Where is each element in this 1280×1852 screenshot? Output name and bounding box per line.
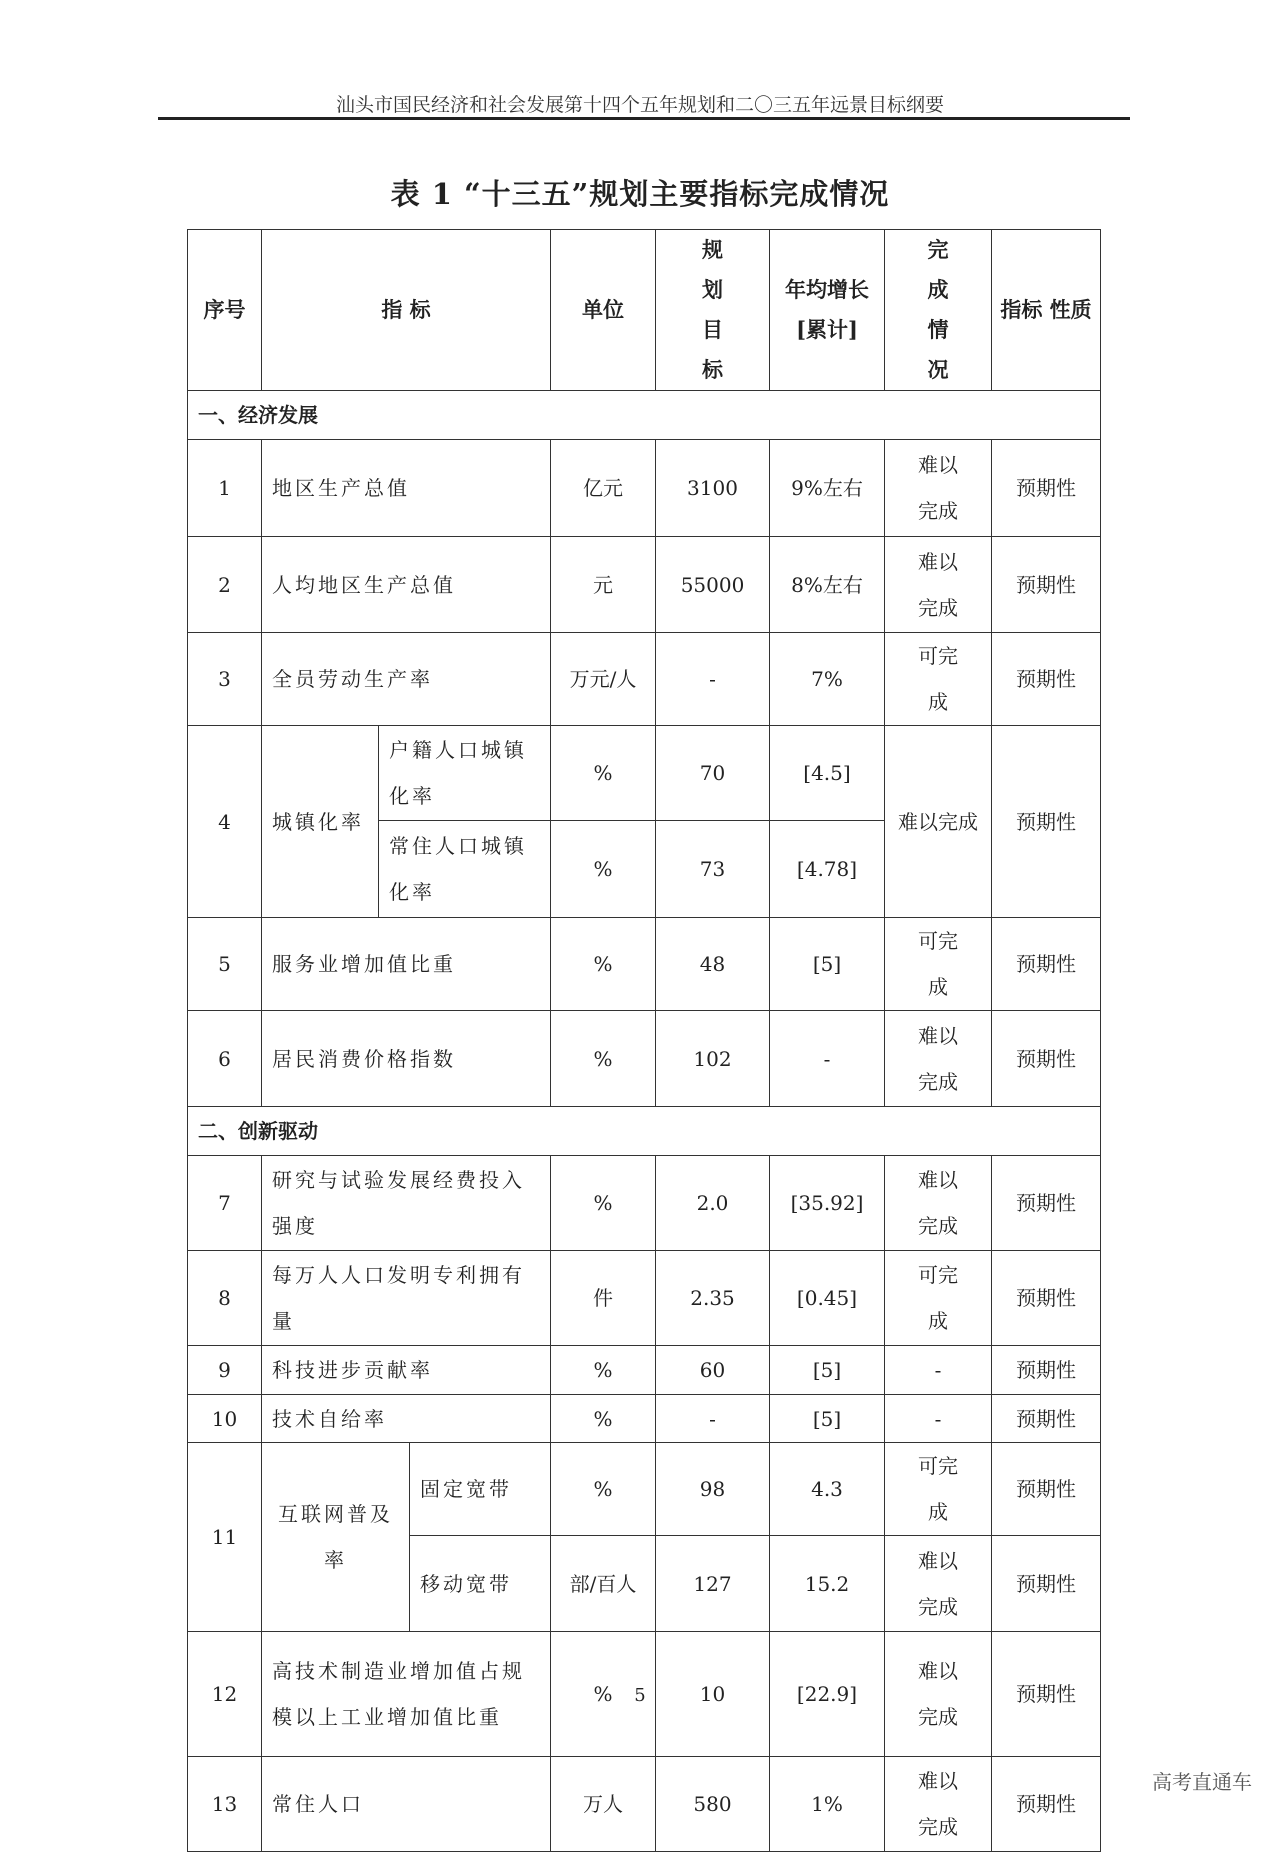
- table-row: [188, 918, 1101, 1011]
- table-cell: 1%: [770, 1757, 885, 1852]
- table-row: [188, 230, 1101, 391]
- table-cell: 2.0: [656, 1156, 770, 1251]
- table-cell: 难以完成: [885, 1632, 992, 1757]
- sub-indicator: 移动宽带: [410, 1536, 551, 1632]
- table-cell: 预期性: [992, 1395, 1101, 1443]
- table-cell: 580: [656, 1757, 770, 1852]
- table-cell: 4: [188, 726, 262, 918]
- indicator-name: 城镇化率: [262, 726, 379, 918]
- table-cell: [5]: [770, 918, 885, 1011]
- table-row: [188, 440, 1101, 537]
- table-cell: 60: [656, 1346, 770, 1395]
- table-cell: 难以完成: [885, 440, 992, 537]
- indicator-name: 常住人口: [262, 1757, 551, 1852]
- table-cell: 9%左右: [770, 440, 885, 537]
- table-row: [188, 1251, 1101, 1346]
- indicator-name: 技术自给率: [262, 1395, 551, 1443]
- table-cell: -: [885, 1346, 992, 1395]
- indicator-name: 人均地区生产总值: [262, 537, 551, 633]
- table-cell: 难以完成: [885, 726, 992, 918]
- table-cell: 4.3: [770, 1443, 885, 1536]
- table-row: [188, 726, 1101, 821]
- table-cell: 预期性: [992, 918, 1101, 1011]
- table-cell: [5]: [770, 1395, 885, 1443]
- table-cell: [35.92]: [770, 1156, 885, 1251]
- indicator-name: 研究与试验发展经费投入强度: [262, 1156, 551, 1251]
- indicator-name: 互联网普及率: [262, 1443, 410, 1632]
- table-cell: %: [551, 1346, 656, 1395]
- table-cell: 7%: [770, 633, 885, 726]
- column-header: 完成情况: [885, 230, 992, 391]
- table-cell: 可完成: [885, 633, 992, 726]
- running-header: 汕头市国民经济和社会发展第十四个五年规划和二〇三五年远景目标纲要: [335, 94, 944, 116]
- table-cell: 预期性: [992, 1251, 1101, 1346]
- table-cell: 55000: [656, 537, 770, 633]
- table-row: [188, 633, 1101, 726]
- table-cell: 15.2: [770, 1536, 885, 1632]
- table-cell: 5: [188, 918, 262, 1011]
- table-cell: %: [551, 1632, 656, 1757]
- table-cell: 难以完成: [885, 1757, 992, 1852]
- table-cell: 10: [656, 1632, 770, 1757]
- table-cell: [0.45]: [770, 1251, 885, 1346]
- table-cell: 3100: [656, 440, 770, 537]
- table-cell: 73: [656, 821, 770, 918]
- indicator-name: 服务业增加值比重: [262, 918, 551, 1011]
- table-cell: 可完成: [885, 1251, 992, 1346]
- table-cell: 预期性: [992, 1011, 1101, 1107]
- table-cell: 11: [188, 1443, 262, 1632]
- table-cell: -: [656, 1395, 770, 1443]
- table-cell: 127: [656, 1536, 770, 1632]
- indicator-name: 高技术制造业增加值占规模以上工业增加值比重: [262, 1632, 551, 1757]
- table-cell: 12: [188, 1632, 262, 1757]
- table-cell: 9: [188, 1346, 262, 1395]
- table-cell: 万人: [551, 1757, 656, 1852]
- section-heading: 一、经济发展: [188, 391, 1101, 440]
- table-cell: 13: [188, 1757, 262, 1852]
- table-cell: %: [551, 1156, 656, 1251]
- table-cell: 预期性: [992, 1632, 1101, 1757]
- table-cell: 8: [188, 1251, 262, 1346]
- table-row: [188, 1395, 1101, 1443]
- table-row: [188, 1443, 1101, 1536]
- page-number: 5: [634, 1685, 646, 1706]
- table-cell: 难以完成: [885, 1536, 992, 1632]
- table-cell: 预期性: [992, 537, 1101, 633]
- table-cell: [4.78]: [770, 821, 885, 918]
- table-cell: 预期性: [992, 1156, 1101, 1251]
- table-cell: %: [551, 1011, 656, 1107]
- column-header: 指 标: [262, 230, 551, 391]
- table-row: [188, 1757, 1101, 1852]
- indicators-table: [187, 229, 1101, 1852]
- table-cell: 2: [188, 537, 262, 633]
- table-cell: 3: [188, 633, 262, 726]
- table-cell: 部/百人: [551, 1536, 656, 1632]
- sub-indicator: 户籍人口城镇化率: [379, 726, 551, 821]
- column-header: 年均增长[累计]: [770, 230, 885, 391]
- table-cell: 1: [188, 440, 262, 537]
- indicator-name: 科技进步贡献率: [262, 1346, 551, 1395]
- indicator-name: 地区生产总值: [262, 440, 551, 537]
- table-cell: 预期性: [992, 1443, 1101, 1536]
- table-row: [188, 1346, 1101, 1395]
- watermark: 高考直通车: [1152, 1770, 1252, 1794]
- indicator-name: 居民消费价格指数: [262, 1011, 551, 1107]
- table-cell: 件: [551, 1251, 656, 1346]
- table-cell: %: [551, 918, 656, 1011]
- table-cell: %: [551, 821, 656, 918]
- table-cell: 8%左右: [770, 537, 885, 633]
- table-cell: 元: [551, 537, 656, 633]
- table-row: [188, 1011, 1101, 1107]
- table-cell: 可完成: [885, 1443, 992, 1536]
- table-cell: 48: [656, 918, 770, 1011]
- table-cell: [4.5]: [770, 726, 885, 821]
- table-cell: %: [551, 726, 656, 821]
- table-cell: 102: [656, 1011, 770, 1107]
- section-heading: 二、创新驱动: [188, 1107, 1101, 1156]
- column-header: 指标 性质: [992, 230, 1101, 391]
- table-cell: -: [885, 1395, 992, 1443]
- table-cell: -: [656, 633, 770, 726]
- header-rule: [158, 117, 1130, 120]
- table-cell: %: [551, 1395, 656, 1443]
- table-row: [188, 537, 1101, 633]
- table-cell: 预期性: [992, 1346, 1101, 1395]
- table-cell: 预期性: [992, 440, 1101, 537]
- table-cell: 难以完成: [885, 1011, 992, 1107]
- indicator-name: 每万人人口发明专利拥有量: [262, 1251, 551, 1346]
- table-cell: [22.9]: [770, 1632, 885, 1757]
- table-row: [188, 391, 1101, 440]
- table-cell: 亿元: [551, 440, 656, 537]
- column-header: 序号: [188, 230, 262, 391]
- table-cell: 10: [188, 1395, 262, 1443]
- indicator-name: 全员劳动生产率: [262, 633, 551, 726]
- table-cell: 98: [656, 1443, 770, 1536]
- sub-indicator: 固定宽带: [410, 1443, 551, 1536]
- table-cell: 7: [188, 1156, 262, 1251]
- sub-indicator: 常住人口城镇化率: [379, 821, 551, 918]
- table-cell: %: [551, 1443, 656, 1536]
- table-cell: 预期性: [992, 1757, 1101, 1852]
- table-cell: 难以完成: [885, 1156, 992, 1251]
- table-cell: 万元/人: [551, 633, 656, 726]
- table-cell: [5]: [770, 1346, 885, 1395]
- table-cell: 2.35: [656, 1251, 770, 1346]
- table-cell: 70: [656, 726, 770, 821]
- table-cell: 预期性: [992, 633, 1101, 726]
- table-cell: 难以完成: [885, 537, 992, 633]
- table-title: 表 1 “十三五”规划主要指标完成情况: [390, 177, 890, 211]
- table-cell: 预期性: [992, 726, 1101, 918]
- table-cell: 预期性: [992, 1536, 1101, 1632]
- table-row: [188, 1107, 1101, 1156]
- table-cell: -: [770, 1011, 885, 1107]
- table-row: [188, 1156, 1101, 1251]
- column-header: 单位: [551, 230, 656, 391]
- table-cell: 可完成: [885, 918, 992, 1011]
- column-header: 规划目标: [656, 230, 770, 391]
- table-cell: 6: [188, 1011, 262, 1107]
